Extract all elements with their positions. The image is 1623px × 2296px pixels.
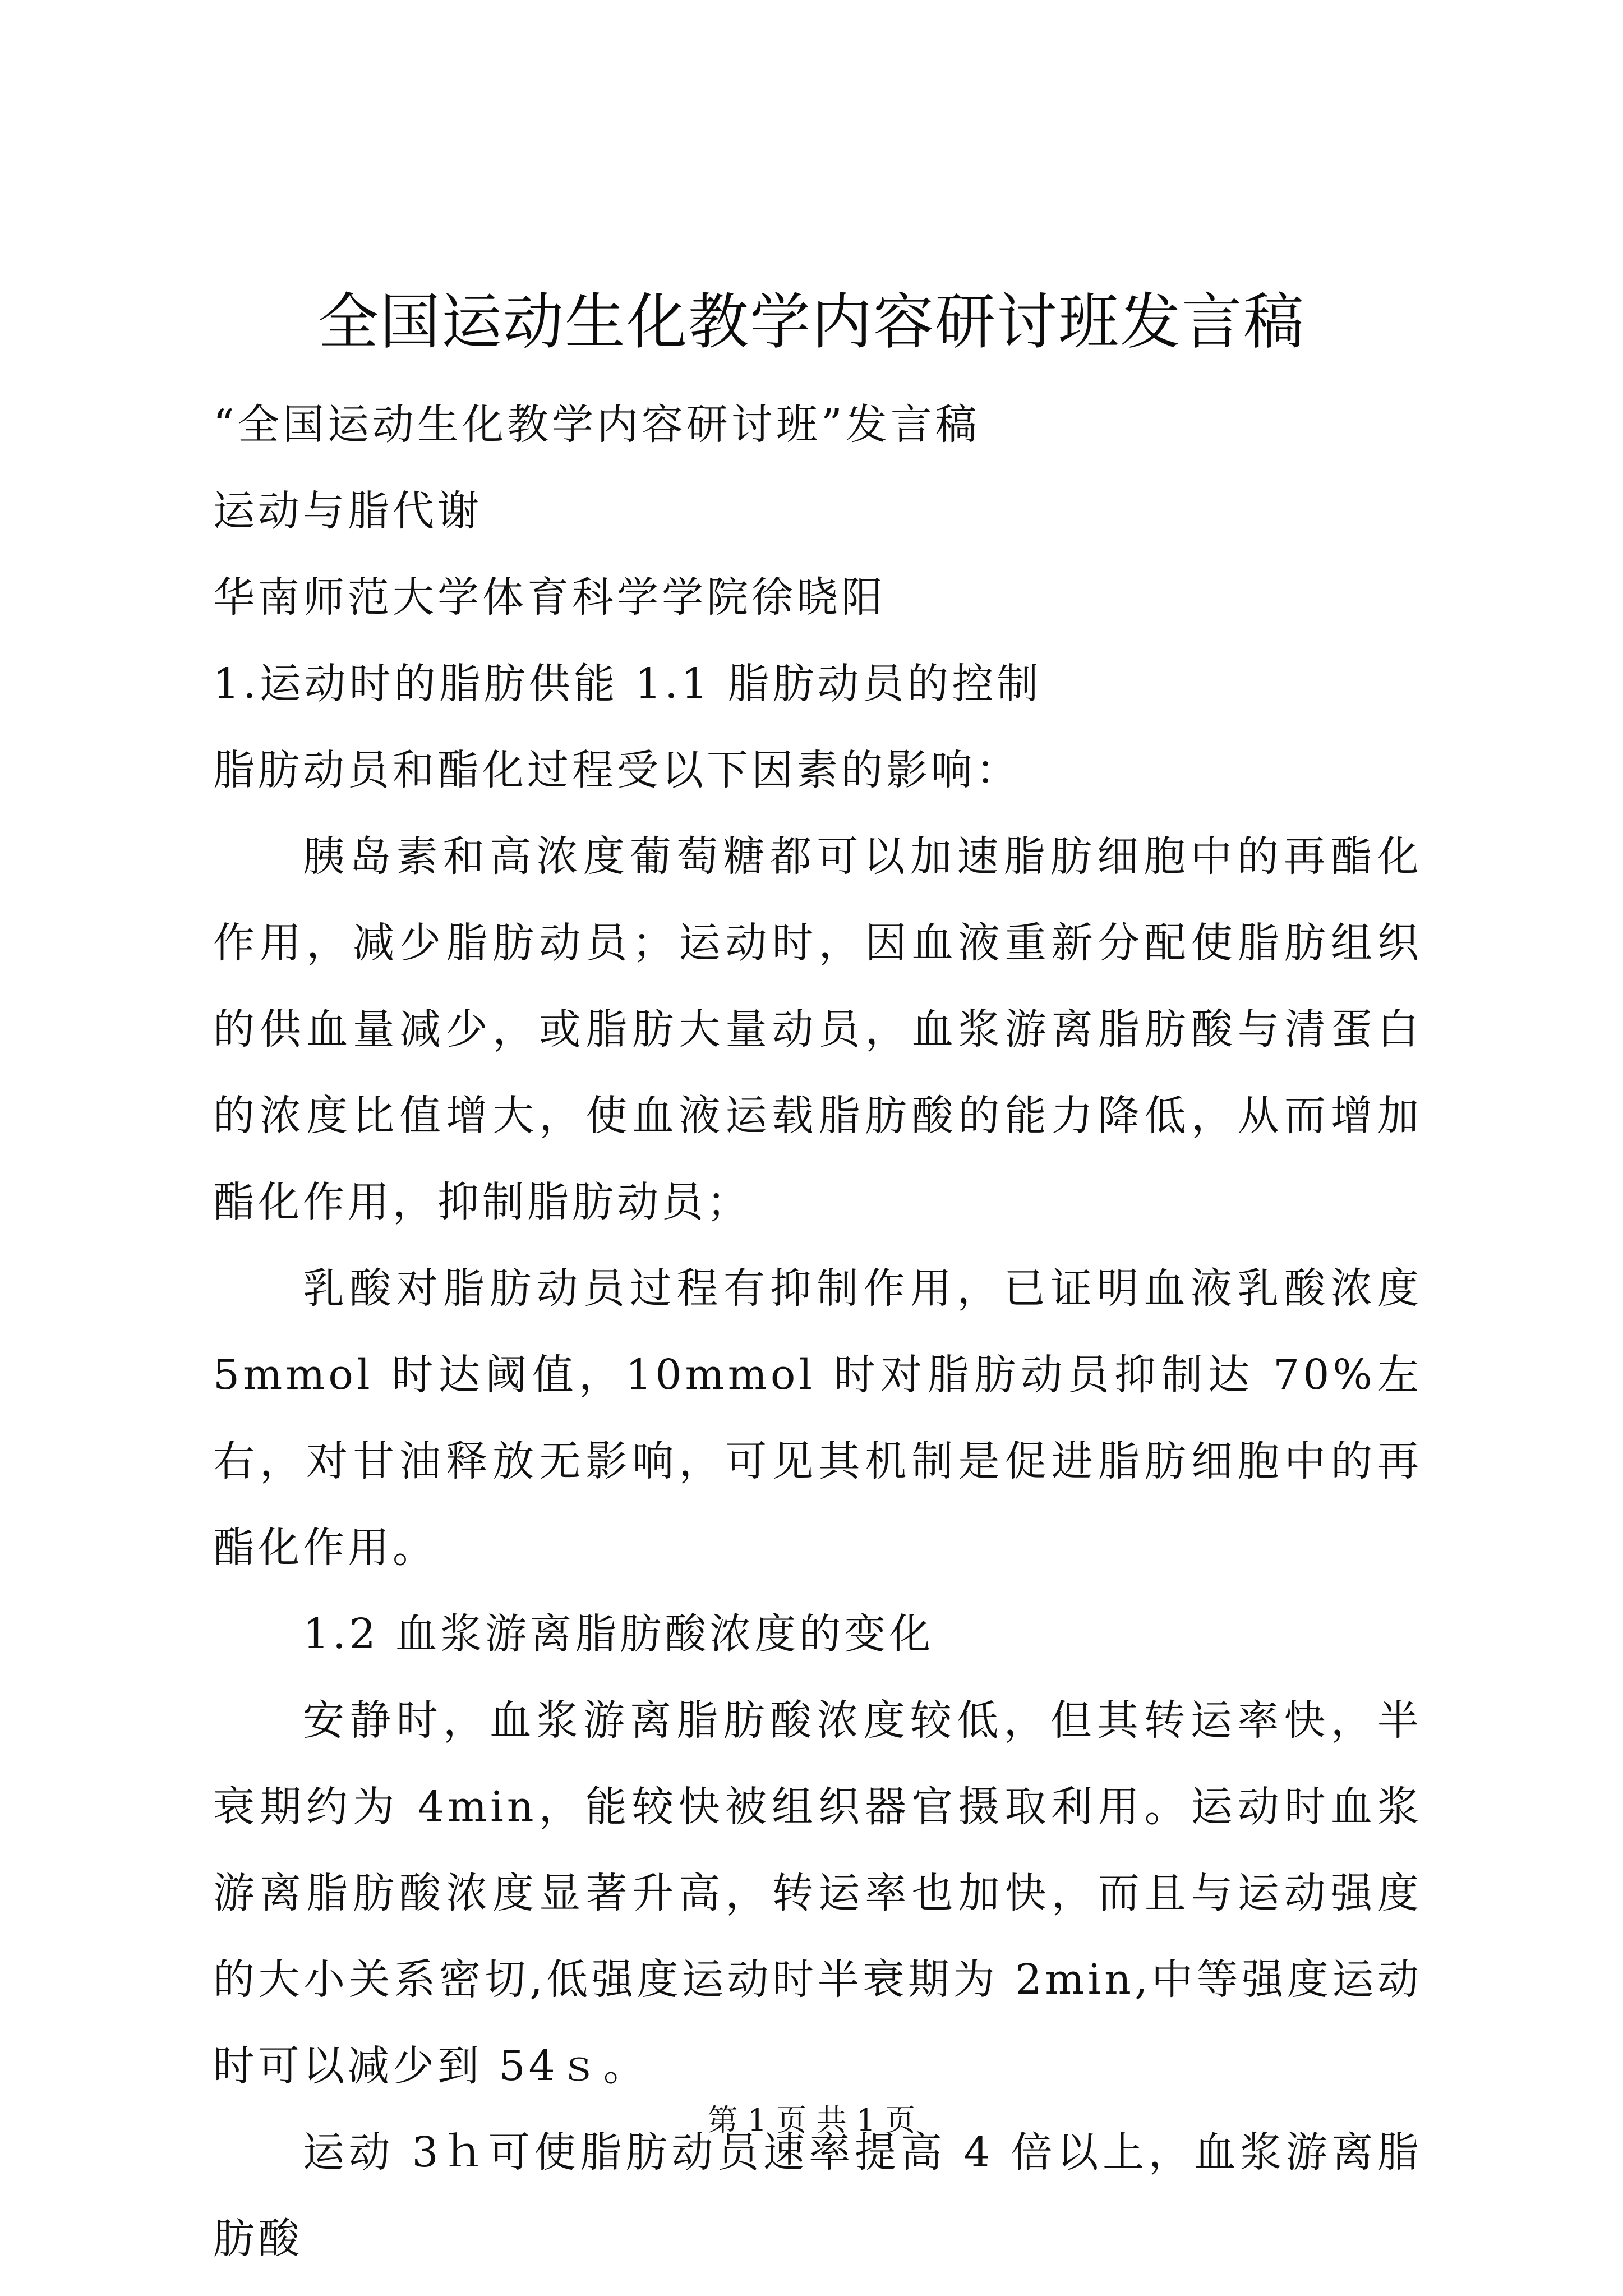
paragraph-section-heading: 1.运动时的脂肪供能 1.1 脂肪动员的控制 xyxy=(213,660,1042,708)
document-title: 全国运动生化教学内容研讨班发言稿 xyxy=(317,287,1305,357)
paragraph-subsection-heading: 1.2 血浆游离脂肪酸浓度的变化 xyxy=(303,1610,934,1658)
paragraph-topic: 运动与脂代谢 xyxy=(213,487,482,535)
paragraph-lactate: 乳酸对脂肪动员过程有抑制作用，已证明血液乳酸浓度 5mmol 时达阈值，10mmol 时对脂肪动员抑制达 70%左右，对甘油释放无影响，可见其机制是促进脂肪细胞中的再酯化作用。 xyxy=(213,1264,1422,1572)
paragraph-author: 华南师范大学体育科学学院徐晓阳 xyxy=(213,573,886,622)
paragraph-subtitle: “全国运动生化教学内容研讨班”发言稿 xyxy=(213,401,980,449)
paragraph-factors-intro: 脂肪动员和酯化过程受以下因素的影响： xyxy=(213,746,1021,794)
paragraph-exercise-3h: 运动 3ｈ可使脂肪动员速率提高 4 倍以上，血浆游离脂肪酸 xyxy=(213,2128,1422,2263)
paragraph-resting: 安静时，血浆游离脂肪酸浓度较低，但其转运率快，半衰期约为 4min，能较快被组织器官摄取利用。运动时血浆游离脂肪酸浓度显著升高，转运率也加快，而且与运动强度的大小关系密切,低强度运动时半衰期为 2min,中等强度运动时可以减少到 54ｓ。 xyxy=(213,1696,1422,2090)
document-body xyxy=(213,381,1422,2282)
page-footer: 第 1 页 共 1 页 xyxy=(707,2102,916,2138)
paragraph-insulin: 胰岛素和高浓度葡萄糖都可以加速脂肪细胞中的再酯化作用，减少脂肪动员；运动时，因血液重新分配使脂肪组织的供血量减少，或脂肪大量动员，血浆游离脂肪酸与清蛋白的浓度比值增大，使血液运载脂肪酸的能力降低，从而增加酯化作用，抑制脂肪动员； xyxy=(213,832,1422,1226)
